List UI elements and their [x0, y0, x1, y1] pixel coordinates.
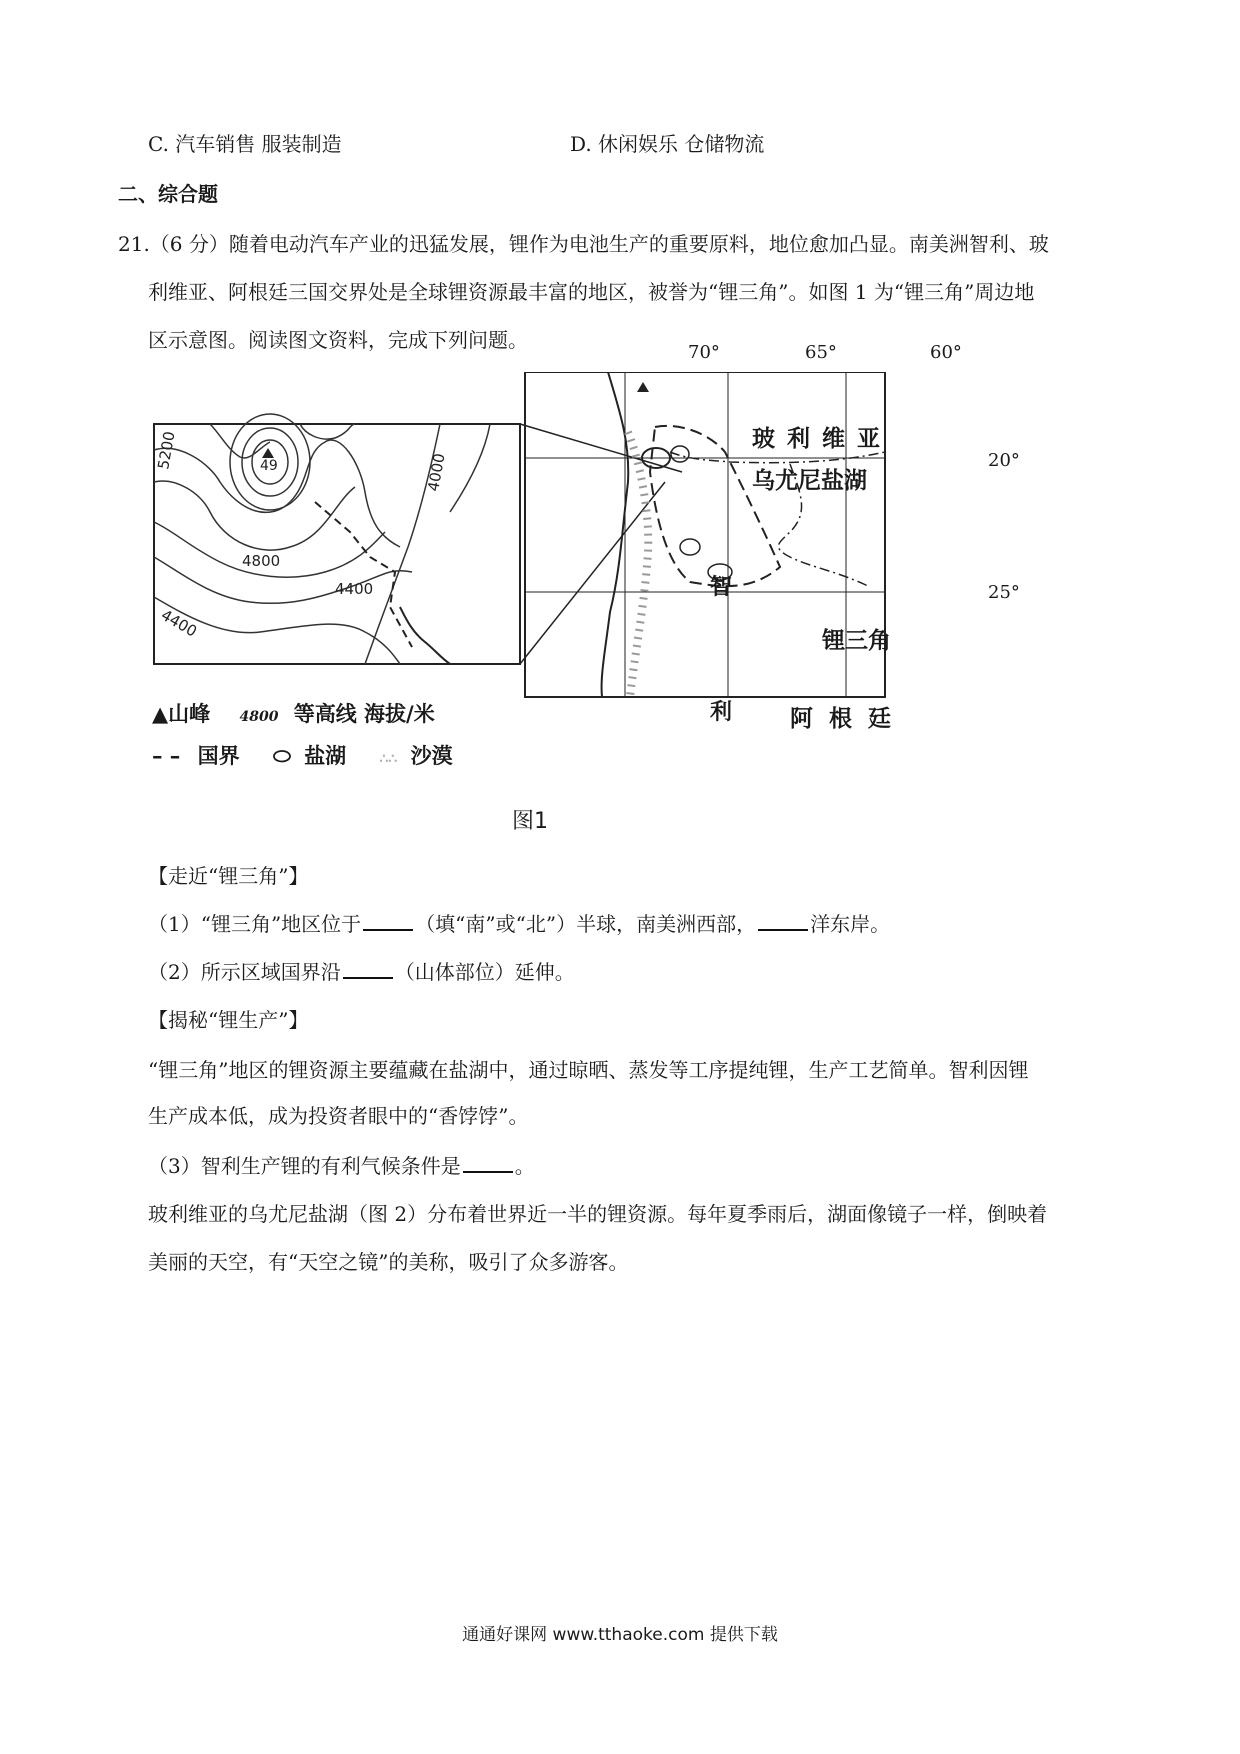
- inset-contour-map: [154, 414, 520, 664]
- figure-caption: 图1: [512, 809, 548, 834]
- longitude-label-65: 65°: [805, 342, 837, 363]
- part2-para-2: 生产成本低，成为投资者眼中的“香饽饽”。: [148, 1104, 529, 1128]
- q1-blank-1[interactable]: [363, 911, 413, 931]
- legend-desert-icon: ∴∴: [379, 751, 398, 767]
- longitude-label-70: 70°: [688, 342, 720, 363]
- label-bolivia: 玻 利 维 亚: [752, 425, 883, 452]
- legend-peak-label: ▲山峰: [152, 701, 211, 726]
- q1-blank-2[interactable]: [758, 911, 808, 931]
- legend-salt-lake-icon: ⬭: [272, 743, 291, 768]
- legend-salt-lake-label: 盐湖: [304, 743, 347, 768]
- q2-blank[interactable]: [343, 959, 393, 979]
- legend-border-label: 国界: [197, 743, 240, 768]
- contour-label-4800: 4800: [242, 552, 281, 570]
- q1-text-b: （填“南”或“北”）半球，南美洲西部，: [415, 912, 757, 936]
- legend-desert-label: 沙漠: [410, 743, 453, 768]
- longitude-label-60: 60°: [930, 342, 962, 363]
- q1-text-c: 洋东岸。: [810, 912, 891, 936]
- label-uyuni: 乌尤尼盐湖: [752, 467, 867, 494]
- contour-label-4400-b: 4400: [158, 605, 201, 641]
- label-chile-2: 利: [710, 699, 733, 725]
- contour-label-4400: 4400: [335, 580, 374, 598]
- part2-heading: 【揭秘“锂生产”】: [148, 1008, 309, 1032]
- legend-contour-sample: 4800: [239, 709, 279, 725]
- peak-icon: [262, 448, 274, 458]
- q3-text-a: （3）智利生产锂的有利气候条件是: [148, 1154, 461, 1178]
- legend-row-1: [152, 698, 435, 728]
- legend-row-2: [152, 740, 453, 770]
- label-argentina: 阿 根 廷: [790, 705, 896, 732]
- page-footer: 通通好课网 www.tthaoke.com 提供下载: [462, 1625, 778, 1645]
- question-2: [148, 956, 575, 985]
- option-c: C. 汽车销售 服装制造: [148, 132, 342, 156]
- peak-elevation-label: 49: [260, 458, 278, 474]
- section-title: 二、综合题: [118, 182, 218, 206]
- legend-border-icon: – –: [152, 743, 181, 768]
- q1-text-a: （1）“锂三角”地区位于: [148, 912, 362, 936]
- question-line-3: 区示意图。阅读图文资料，完成下列问题。: [148, 328, 528, 352]
- legend-contour-label: 等高线 海拔/米: [293, 701, 435, 726]
- part2-para-4: 美丽的天空，有“天空之镜”的美称，吸引了众多游客。: [148, 1250, 629, 1274]
- question-3: [148, 1150, 535, 1179]
- part1-heading: 【走近“锂三角”】: [148, 864, 309, 888]
- contour-label-5200: 5200: [154, 429, 179, 471]
- question-1: [148, 908, 890, 937]
- q2-text-a: （2）所示区域国界沿: [148, 960, 341, 984]
- part2-para-1: “锂三角”地区的锂资源主要蕴藏在盐湖中，通过晾晒、蒸发等工序提纯锂，生产工艺简单。智利因锂: [148, 1058, 1029, 1082]
- option-d: D. 休闲娱乐 仓储物流: [570, 132, 765, 156]
- q2-text-b: （山体部位）延伸。: [394, 960, 575, 984]
- latitude-label-25: 25°: [988, 582, 1020, 603]
- q3-text-b: 。: [514, 1154, 535, 1178]
- latitude-label-20: 20°: [988, 450, 1020, 471]
- part2-para-3: 玻利维亚的乌尤尼盐湖（图 2）分布着世界近一半的锂资源。每年夏季雨后，湖面像镜子一样，倒映着: [148, 1202, 1048, 1226]
- label-lithium-triangle: 锂三角: [822, 627, 891, 654]
- question-line-2: 利维亚、阿根廷三国交界处是全球锂资源最丰富的地区，被誉为“锂三角”。如图 1 为“锂三角”周边地: [148, 280, 1035, 304]
- contour-label-4000: 4000: [424, 451, 449, 493]
- q3-blank[interactable]: [463, 1153, 513, 1173]
- question-line-1: 21.（6 分）随着电动汽车产业的迅猛发展，锂作为电池生产的重要原料，地位愈加凸显。南美洲智利、玻: [118, 232, 1049, 256]
- label-chile-1: 智: [710, 574, 733, 600]
